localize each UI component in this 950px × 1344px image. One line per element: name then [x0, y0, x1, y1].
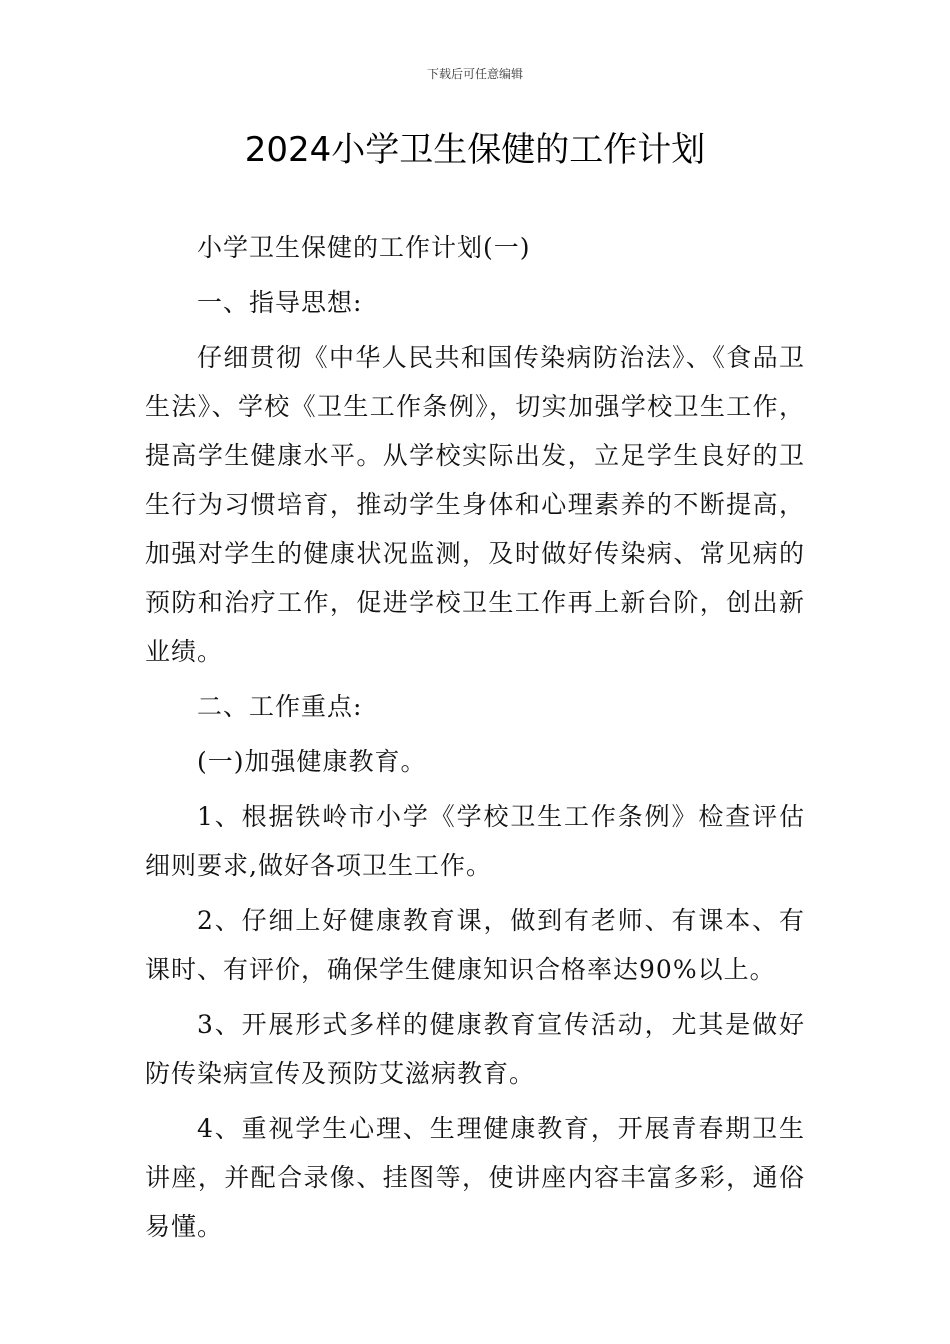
paragraph-subheading-health-education: (一)加强健康教育。 [197, 747, 427, 776]
paragraph-heading-work-focus: 二、工作重点: [197, 692, 363, 721]
paragraph-item-2: 2、仔细上好健康教育课，做到有老师、有课本、有课时、有评价，确保学生健康知识合格率达90%以上。 [145, 906, 805, 984]
document-title: 2024小学卫生保健的工作计划 [244, 130, 706, 170]
paragraph-item-4: 4、重视学生心理、生理健康教育，开展青春期卫生讲座，并配合录像、挂图等，使讲座内容丰富多彩，通俗易懂。 [145, 1114, 805, 1241]
paragraph-item-3: 3、开展形式多样的健康教育宣传活动，尤其是做好防传染病宣传及预防艾滋病教育。 [145, 1010, 805, 1088]
header-note: 下载后可任意编辑 [426, 67, 523, 81]
paragraph-heading-guiding-ideology: 一、指导思想: [197, 288, 363, 317]
paragraph-guiding-ideology: 仔细贯彻《中华人民共和国传染病防治法》、《食品卫生法》、学校《卫生工作条例》，切实加强学校卫生工作，提高学生健康水平。从学校实际出发，立足学生良好的卫生行为习惯培育，推动学生身体和心理素养的不断提高，加强对学生的健康状况监测，及时做好传染病、常见病的预防和治疗工作，促进学校卫生工作再上新台阶，创出新业绩。 [145, 343, 805, 666]
paragraph-item-1: 1、根据铁岭市小学《学校卫生工作条例》检查评估细则要求,做好各项卫生工作。 [145, 802, 805, 880]
paragraph-subtitle: 小学卫生保健的工作计划(一) [197, 233, 531, 262]
document-body [145, 223, 805, 1257]
